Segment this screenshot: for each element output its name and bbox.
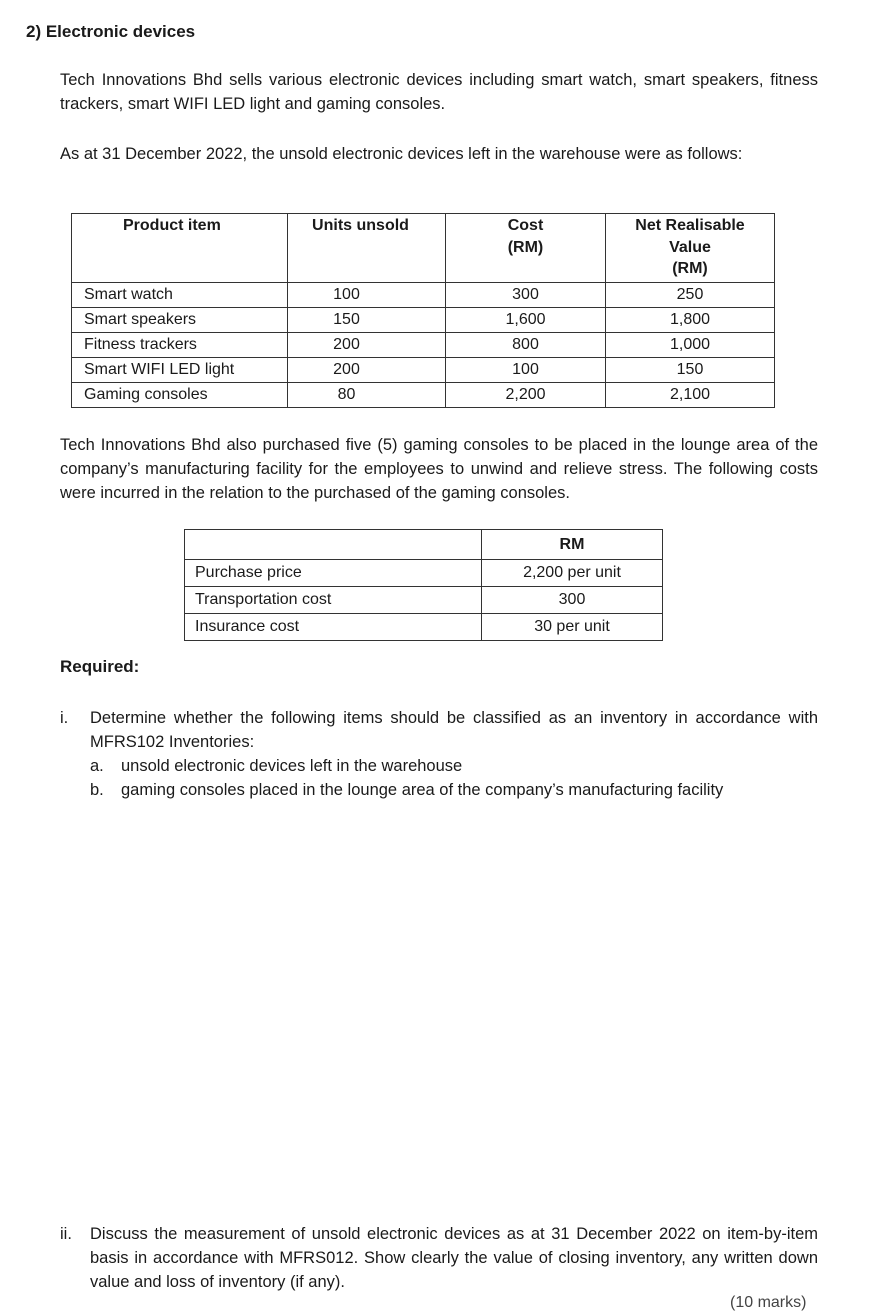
date-paragraph: As at 31 December 2022, the unsold electronic devices left in the warehouse were as follows: xyxy=(60,145,743,163)
table-row xyxy=(185,560,663,587)
cost-value: 2,200 per unit xyxy=(482,560,663,587)
header-cost-line2: (RM) xyxy=(507,238,544,256)
question-ia-text: unsold electronic devices left in the warehouse xyxy=(121,757,463,775)
header-nrv-line2: Value xyxy=(669,238,711,256)
cell-cost: 800 xyxy=(446,333,606,358)
header-cost-line1: Cost xyxy=(507,217,544,234)
header-units-unsold: Units unsold xyxy=(288,214,446,283)
cell-units: 80 xyxy=(288,383,446,408)
question-ii-text: Discuss the measurement of unsold electronic devices as at 31 December 2022 on item-by-item basis in accordance with MFRS012. Show clearly the value of closing inventory, any written down value and loss of inventory (if any). xyxy=(90,1225,818,1291)
question-i-text: Determine whether the following items should be classified as an inventory in accordance with MFRS102 Inventories: xyxy=(90,709,818,751)
header-nrv-line3: (RM) xyxy=(672,260,708,277)
cell-cost: 1,600 xyxy=(446,308,606,333)
cell-nrv: 2,100 xyxy=(606,383,775,408)
question-ib-letter: b. xyxy=(90,781,104,799)
cell-nrv: 150 xyxy=(606,358,775,383)
table-row xyxy=(185,587,663,614)
intro-paragraph: Tech Innovations Bhd sells various electronic devices including smart watch, smart speakers, fitness trackers, smart WIFI LED light and gaming consoles. xyxy=(60,71,818,113)
cell-product: Smart speakers xyxy=(72,308,288,333)
consoles-paragraph: Tech Innovations Bhd also purchased five (5) gaming consoles to be placed in the lounge area of the company’s manufacturing facility for the employees to unwind and relieve stress. The following costs were incurred in the relation to the purchased of the gaming consoles. xyxy=(60,436,818,502)
cost-table-header xyxy=(185,530,663,560)
header-cost xyxy=(446,214,606,283)
cell-product: Gaming consoles xyxy=(72,383,288,408)
console-cost-table xyxy=(184,529,663,641)
table-row xyxy=(72,283,775,308)
cell-units: 200 xyxy=(288,333,446,358)
required-title: Required: xyxy=(60,657,140,676)
question-ib-text: gaming consoles placed in the lounge area of the company’s manufacturing facility xyxy=(121,781,724,799)
header-product-item: Product item xyxy=(72,214,288,283)
cell-units: 100 xyxy=(288,283,446,308)
question-heading: 2) Electronic devices xyxy=(26,22,196,41)
question-ia-letter: a. xyxy=(90,757,104,775)
inventory-table-header xyxy=(72,214,775,283)
table-row xyxy=(72,383,775,408)
cell-nrv: 1,000 xyxy=(606,333,775,358)
cell-product: Fitness trackers xyxy=(72,333,288,358)
cost-value: 30 per unit xyxy=(482,614,663,641)
cell-cost: 2,200 xyxy=(446,383,606,408)
cost-value: 300 xyxy=(482,587,663,614)
question-i-number: i. xyxy=(60,709,69,727)
cost-label: Transportation cost xyxy=(185,587,482,614)
header-nrv xyxy=(606,214,775,283)
cost-header-rm: RM xyxy=(482,530,663,560)
table-row xyxy=(185,614,663,641)
cell-nrv: 1,800 xyxy=(606,308,775,333)
header-nrv-line1: Net Realisable xyxy=(635,217,745,234)
inventory-table xyxy=(71,213,775,408)
table-row xyxy=(72,308,775,333)
cell-units: 200 xyxy=(288,358,446,383)
table-row xyxy=(72,358,775,383)
cell-product: Smart WIFI LED light xyxy=(72,358,288,383)
cell-units: 150 xyxy=(288,308,446,333)
cell-product: Smart watch xyxy=(72,283,288,308)
marks-label: (10 marks) xyxy=(730,1294,807,1311)
cost-header-blank xyxy=(185,530,482,560)
cost-label: Purchase price xyxy=(185,560,482,587)
table-row xyxy=(72,333,775,358)
question-ii-number: ii. xyxy=(60,1225,72,1243)
cell-cost: 300 xyxy=(446,283,606,308)
cell-cost: 100 xyxy=(446,358,606,383)
cell-nrv: 250 xyxy=(606,283,775,308)
cost-label: Insurance cost xyxy=(185,614,482,641)
